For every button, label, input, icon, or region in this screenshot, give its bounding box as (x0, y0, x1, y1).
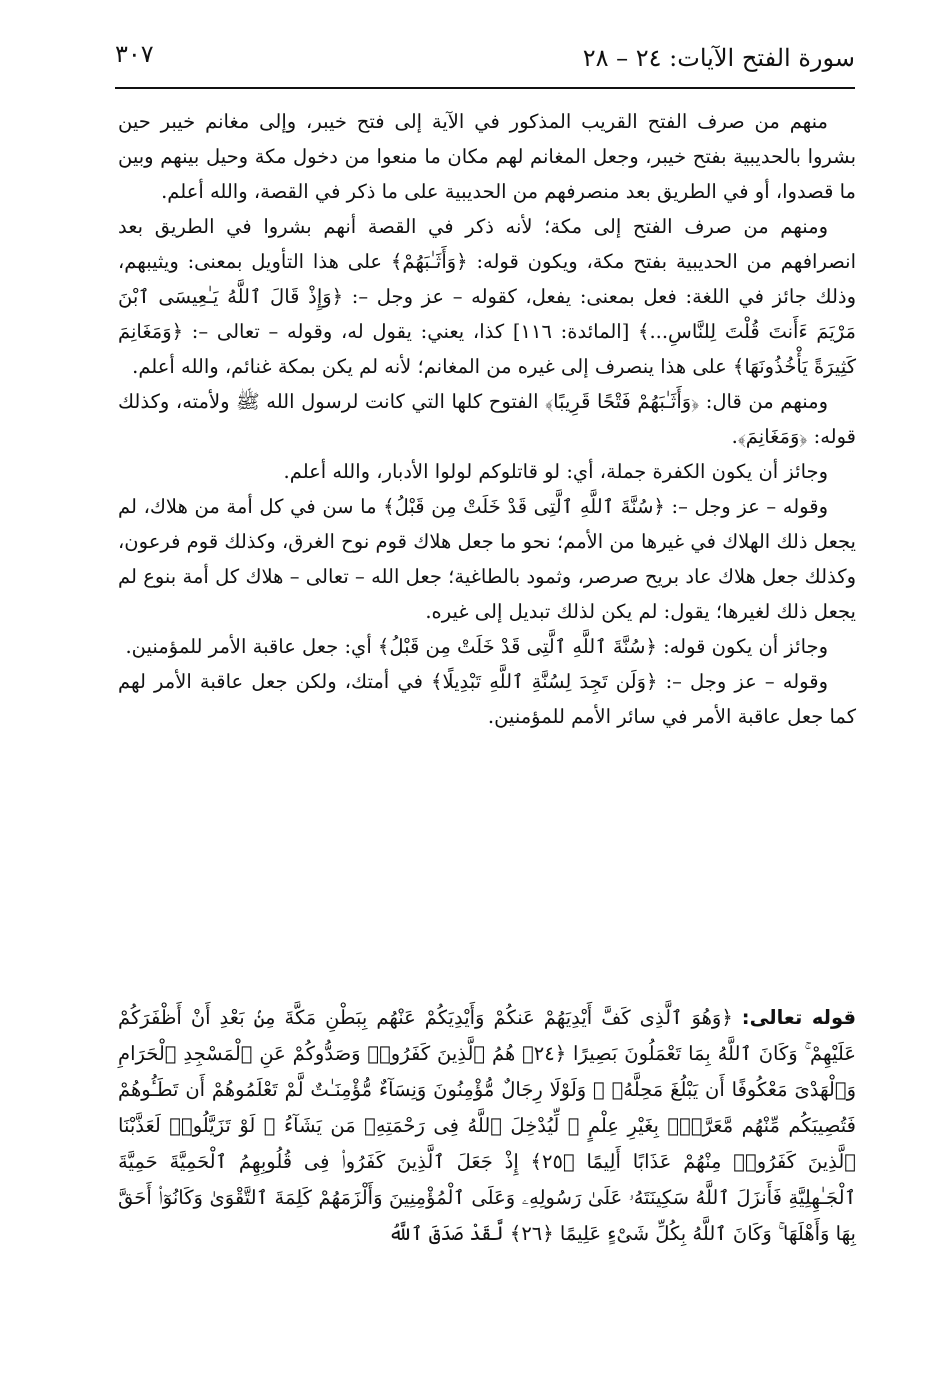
paragraph: وقوله – عز وجل –: ﴿سُنَّةَ ٱللَّهِ ٱلَّتِى قَدْ خَلَتْ مِن قَبْلُ﴾ ما سن في كل أمة من هلاك، لم يجعل ذلك الهلاك في غيرها من الأمم؛ نحو ما جعل هلاك قوم نوح الغرق، وكذلك قوم فرعون، وكذلك جعل هلاك عاد بريح صرصر، وثمود بالطاغية؛ جعل الله – تعالى – هلاك كل أمة بنوع لم يجعل ذلك لغيرها؛ يقول: لم يكن لذلك تبديل إلى غيره. (118, 495, 856, 623)
paragraph: وجائز أن يكون الكفرة جملة، أي: لو قاتلوكم لولوا الأدبار، والله أعلم. (283, 460, 828, 483)
page-header (115, 40, 855, 84)
verse-text: ﴿وَهُوَ ٱلَّذِى كَفَّ أَيْدِيَهُمْ عَنكُمْ وَأَيْدِيَكُمْ عَنْهُم بِبَطْنِ مَكَّةَ مِنۢ بَعْدِ أَنْ أَظْفَرَكُمْ عَلَيْهِمْ ۚ وَكَانَ ٱللَّهُ بِمَا تَعْمَلُونَ بَصِيرًا ﴿٢٤﴾ هُمُ ٱلَّذِينَ كَفَرُوا۟ وَصَدُّوكُمْ عَنِ ٱلْمَسْجِدِ ٱلْحَرَامِ وَٱلْهَدْىَ مَعْكُوفًا أَن يَبْلُغَ مَحِلَّهُۥ ۚ وَلَوْلَا رِجَالٌ مُّؤْمِنُونَ وَنِسَآءٌ مُّؤْمِنَـٰتٌ لَّمْ تَعْلَمُوهُمْ أَن تَطَـُٔوهُمْ فَتُصِيبَكُم مِّنْهُم مَّعَرَّةٌۢ بِغَيْرِ عِلْمٍ ۖ لِّيُدْخِلَ ٱللَّهُ فِى رَحْمَتِهِۦ مَن يَشَآءُ ۚ لَوْ تَزَيَّلُوا۟ لَعَذَّبْنَا ٱلَّذِينَ كَفَرُوا۟ مِنْهُمْ عَذَابًا أَلِيمًا ﴿٢٥﴾ إِذْ جَعَلَ ٱلَّذِينَ كَفَرُوا۟ فِى قُلُوبِهِمُ ٱلْحَمِيَّةَ حَمِيَّةَ ٱلْجَـٰهِلِيَّةِ فَأَنزَلَ ٱللَّهُ سَكِينَتَهُۥ عَلَىٰ رَسُولِهِۦ وَعَلَى ٱلْمُؤْمِنِينَ وَأَلْزَمَهُمْ كَلِمَةَ ٱلتَّقْوَىٰ وَكَانُوٓا۟ أَحَقَّ بِهَا وَأَهْلَهَا ۚ وَكَانَ ٱللَّهُ بِكُلِّ شَىْءٍ عَلِيمًا ﴿٢٦﴾ لَّقَدْ صَدَقَ ٱللَّهُ (118, 1006, 856, 1245)
paragraph: ومنهم من صرف الفتح إلى مكة؛ لأنه ذكر في القصة أنهم بشروا في الطريق بعد انصرافهم من الحديبية بفتح مكة، ويكون قوله: ﴿وَأَثَـٰبَهُمْ﴾ على هذا التأويل بمعنى: ويثيبهم، وذلك جائز في اللغة: فعل بمعنى: يفعل، كقوله – عز وجل –: ﴿وَإِذْ قَالَ ٱللَّهُ يَـٰعِيسَى ٱبْنَ مَرْيَمَ ءَأَنتَ قُلْتَ لِلنَّاسِ...﴾ [المائدة: ١١٦] كذا، يعني: يقول له، وقوله – تعالى –: ﴿وَمَغَانِمَ كَثِيرَةً يَأْخُذُونَهَا﴾ على هذا ينصرف إلى غيره من المغانم؛ لأنه لم يكن بمكة غنائم، والله أعلم. (118, 215, 856, 378)
running-title: سورة الفتح الآيات: ٢٤ – ٢٨ (582, 44, 855, 72)
commentary-text (118, 104, 856, 734)
verse-label: قوله تعالى: (741, 1006, 856, 1029)
header-rule (115, 87, 855, 89)
paragraph: ومنهم من قال: ﴿وَأَثَـٰبَهُمْ فَتْحًا قَرِيبًا﴾ الفتوح كلها التي كانت لرسول الله ﷺ ولأمته، وكذلك قوله: ﴿وَمَغَانِمَ﴾. (118, 390, 856, 448)
page-number: ٣٠٧ (115, 40, 154, 68)
paragraph: منهم من صرف الفتح القريب المذكور في الآية إلى فتح خيبر، وإلى مغانم خيبر حين بشروا بالحديبية بفتح خيبر، وجعل المغانم لهم مكان ما منعوا من دخول مكة وحيل بينهم وبين ما قصدوا، أو في الطريق بعد منصرفهم من الحديبية على ما ذكر في القصة، والله أعلم. (118, 110, 856, 203)
paragraph: وجائز أن يكون قوله: ﴿سُنَّةَ ٱللَّهِ ٱلَّتِى قَدْ خَلَتْ مِن قَبْلُ﴾ أي: جعل عاقبة الأمر للمؤمنين. (125, 635, 828, 658)
quran-verses (118, 1000, 856, 1252)
paragraph: وقوله – عز وجل –: ﴿وَلَن تَجِدَ لِسُنَّةِ ٱللَّهِ تَبْدِيلًا﴾ في أمتك، ولكن جعل عاقبة الأمر لهم كما جعل عاقبة الأمر في سائر الأمم للمؤمنين. (118, 670, 856, 728)
